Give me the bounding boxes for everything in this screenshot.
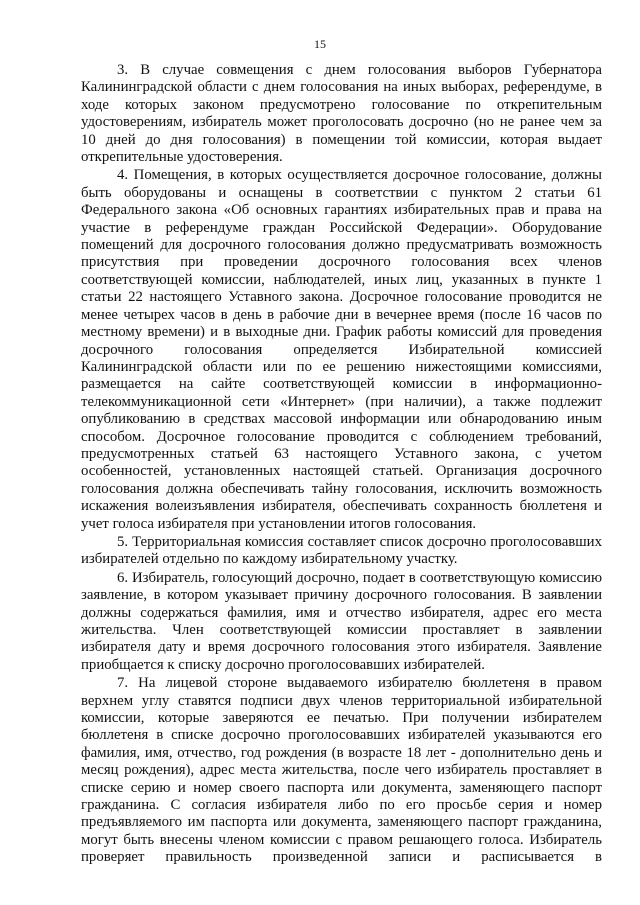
paragraph-7: 7. На лицевой стороне выдаваемого избирателю бюллетеня в правом верхнем углу ставятся подписи двух членов территориальной избирательной комиссии, которые заверяются ее печатью. При получении избирателем бюллетеня в списке досрочно проголосовавших избирателей указываются его фамилия, имя, отчество, год рождения (в возрасте 18 лет - дополнительно день и месяц рождения), адрес места жительства, после чего избиратель проставляет в списке серию и номер своего паспорта или документа, заменяющего паспорт гражданина. С согласия избирателя либо по его просьбе серия и номер предъявляемого им паспорта или документа, заменяющего паспорт гражданина, могут быть внесены членом комиссии с правом решающего голоса. Избиратель проверяет правильность произведенной записи и расписывается в <box>81 675 602 866</box>
paragraph-4: 4. Помещения, в которых осуществляется досрочное голосование, должны быть оборудованы и оснащены в соответствии с пунктом 2 статьи 61 Федерального закона «Об основных гарантиях избирательных прав и права на участие в референдуме граждан Российской Федерации». Оборудование помещений для досрочного голосования должно предусматривать возможность присутствия при проведении досрочного голосования всех членов соответствующей комиссии, наблюдателей, иных лиц, указанных в пункте 1 статьи 22 настоящего Уставного закона. Досрочное голосование проводится не менее четырех часов в день в рабочие дни в вечернее время (после 16 часов по местному времени) и в выходные дни. График работы комиссий для проведения досрочного голосования определяется Избирательной комиссией Калининградской области или по ее решению нижестоящими комиссиями, размещается на сайте соответствующей комиссии в информационно-телекоммуникационной сети «Интернет» (при наличии), а также подлежит опубликованию в средствах массовой информации или обнародованию иным способом. Досрочное голосование проводится с соблюдением требований, предусмотренных статьей 63 настоящего Уставного закона, с учетом особенностей, установленных настоящей статьей. Организация досрочного голосования должна обеспечивать тайну голосования, исключить возможность искажения волеизъявления избирателя, обеспечивать сохранность бюллетеня и учет голоса избирателя при установлении итогов голосования. <box>81 167 602 532</box>
paragraph-3: 3. В случае совмещения с днем голосования выборов Губернатора Калининградской области с днем голосования на иных выборах, референдуме, в ходе которых законом предусмотрено голосование по открепительным удостоверениям, избиратель может проголосовать досрочно (но не ранее чем за 10 дней до дня голосования) в помещении той комиссии, которая выдает открепительные удостоверения. <box>81 62 602 166</box>
paragraph-5: 5. Территориальная комиссия составляет список досрочно проголосовавших избирателей отдельно по каждому избирательному участку. <box>81 533 602 568</box>
paragraph-6: 6. Избиратель, голосующий досрочно, подает в соответствующую комиссию заявление, в котором указывает причину досрочного голосования. В заявлении должны содержаться фамилия, имя и отчество избирателя, адрес его места жительства. Член соответствующей комиссии проставляет в заявлении избирателя дату и время досрочного голосования этого избирателя. Заявление приобщается к списку досрочно проголосовавших избирателей. <box>81 569 602 673</box>
page-number: 15 <box>314 37 326 51</box>
document-body <box>81 62 602 867</box>
